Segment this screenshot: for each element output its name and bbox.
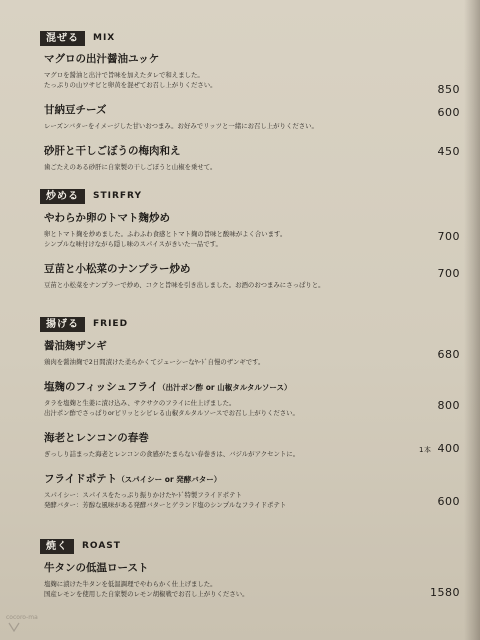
section-header-fried [40,316,460,332]
item-price: 700 [437,267,460,280]
item-note: （スパイシー or 発酵バター） [117,475,222,484]
item-name: 砂肝と干しごぼうの梅肉和え [44,145,181,157]
item-desc: 国産レモンを使用した自家製のレモン胡椒戦でお召し上がりください。 [44,590,249,598]
menu-item [40,210,460,249]
watermark: cocoro-ma [6,614,38,621]
item-desc: 卵とトマト麹を炒めました。ふわふわ食感とトマト麹の旨味と酸味がよく合います。 [44,230,287,238]
menu-item [40,143,460,172]
item-desc: 塩麹に漬けた牛タンを低温調理でやわらかく仕上げました。 [44,580,217,588]
item-name: 甘納豆チーズ [44,104,107,116]
item-desc: シンプルな味付けながら隠し味のスパイスがきいた一品です。 [44,240,222,248]
item-price-unit: 1本 [419,446,432,454]
item-price [419,442,460,455]
section-fried [40,316,460,510]
section-mix [40,30,460,172]
menu-item [40,430,460,459]
menu-item [40,471,460,510]
item-desc: 歯ごたえのある砂肝に自家製の干しごぼうと山椒を乗せて。 [44,163,217,171]
menu-item [40,338,460,367]
item-desc: ぎっしり詰まった海老とレンコンの食感がたまらない春巻きは、バジルがアクセントに。 [44,450,300,458]
item-price: 850 [437,83,460,96]
section-tag-roast: 焼く [40,539,74,554]
section-roast [40,538,460,599]
section-title-mix: MIX [93,33,116,43]
menu-item [40,379,460,418]
item-price: 600 [437,106,460,119]
menu-item [40,560,460,599]
section-header-roast [40,538,460,554]
item-price: 600 [437,495,460,508]
item-price: 700 [437,230,460,243]
item-desc: スパイシー：スパイスをたっぷり振りかけたﾔｰﾄﾞ特製フライドポテト [44,491,242,499]
item-desc: タラを塩麹と生姜に漬け込み、サクサクのフライに仕上げました。 [44,399,236,407]
item-name [44,379,460,394]
item-name-text: フライドポテト [44,473,118,485]
item-name: やわらか卵のトマト麹炒め [44,212,170,224]
section-tag-fried: 揚げる [40,317,85,332]
section-title-fried: FRIED [93,319,129,329]
watermark-icon [8,622,20,632]
item-name: 牛タンの低温ロースト [44,562,149,574]
item-desc: 発酵バター：芳醇な風味がある発酵バターとゲランド塩のシンプルなフライドポテト [44,501,287,509]
item-name: 豆苗と小松菜のナンプラー炒め [44,263,191,275]
item-name: 海老とレンコンの春巻 [44,432,149,444]
item-name [44,471,460,486]
section-header-stirfry [40,188,460,204]
item-desc: 鶏肉を醤油麹で2日間漬けた柔らかくてジューシーなﾔｰﾄﾞ自慢のザンギです。 [44,358,265,366]
section-title-roast: ROAST [82,541,121,551]
item-desc: たっぷりの山ワサビと卵黄を混ぜてお召し上がりください。 [44,81,217,89]
item-name: 醤油麹ザンギ [44,340,107,352]
menu-item [40,261,460,290]
section-tag-stirfry: 炒める [40,189,85,204]
section-header-mix [40,30,460,46]
item-price-value: 400 [437,442,460,455]
item-name-text: 塩麹のフィッシュフライ [44,381,159,393]
item-desc: 豆苗と小松菜をナンプラーで炒め、コクと旨味を引き出しました。お酒のおつまみにさっぱりと。 [44,281,325,289]
page-binding-shadow [464,0,480,640]
section-title-stirfry: STIRFRY [93,191,143,201]
item-price: 680 [437,348,460,361]
item-price: 450 [437,145,460,158]
item-price: 1580 [430,586,460,599]
section-stirfry [40,188,460,290]
menu-item [40,51,460,96]
menu-item [40,102,460,131]
item-desc: マグロを醤油と出汁で旨味を加えたタレで和えました。 [44,71,204,79]
item-note: （出汁ポン酢 or 山椒タルタルソース） [158,383,292,392]
item-price: 800 [437,399,460,412]
item-desc: 出汁ポン酢でさっぱりorピリッとシビレる山椒タルタルソースでお召し上がりください。 [44,409,299,417]
section-tag-mix: 混ぜる [40,31,85,46]
item-name: マグロの出汁醤油ユッケ [44,53,160,65]
item-desc: レーズンバターをイメージした甘いおつまみ。お好みでリッツと一緒にお召し上がりください。 [44,122,318,130]
